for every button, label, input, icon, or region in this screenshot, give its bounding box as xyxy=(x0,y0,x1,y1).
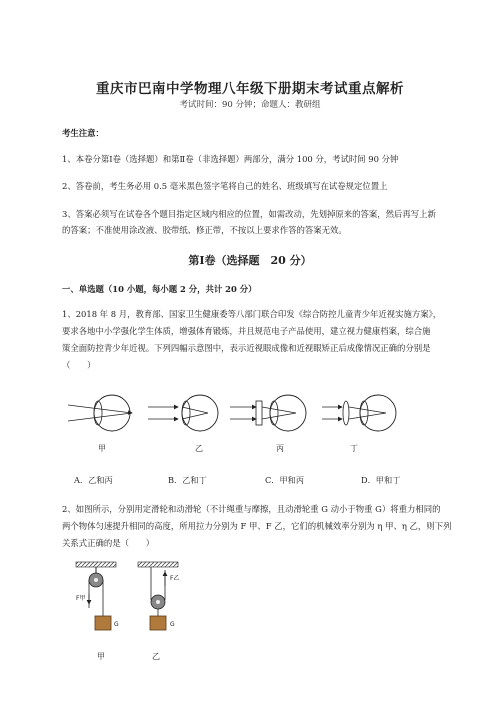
fig-label-ding: 丁 xyxy=(350,444,358,453)
q2-line-2: 两个物体匀速提升相同的高度，所用拉力分别为 F 甲、F 乙，它们的机械效率分别为 η 甲、η 乙，则下列 xyxy=(62,521,452,531)
q1-line-2: 要求各地中小学强化学生体质，增强体育锻炼，并且规范电子产品使用，建立视力健康档案，综合施 xyxy=(62,326,431,336)
pulley-label-yi: 乙 xyxy=(152,652,160,661)
notice-heading: 考生注意： xyxy=(62,128,104,138)
weight-block-yi xyxy=(150,616,166,630)
eye-diagram-bing xyxy=(230,395,306,431)
q1-line-4: （ ） xyxy=(62,360,96,370)
part-heading: 一、单选题（10 小题，每小题 2 分，共计 20 分） xyxy=(62,284,257,294)
weight-block-jia xyxy=(95,616,111,630)
force-label-yi: F乙 xyxy=(170,575,180,582)
fig-label-jia: 甲 xyxy=(98,444,106,453)
q1-option-b: B．乙和丁 xyxy=(168,475,207,485)
notice-item-1: 1、本卷分第Ⅰ卷（选择题）和第Ⅱ卷（非选择题）两部分，满分 100 分，考试时间 90 分钟 xyxy=(62,154,399,164)
eye-diagram-yi xyxy=(148,395,218,431)
q1-line-3: 策全面防控青少年近视。下列四幅示意图中，表示近视眼成像和近视眼矫正后成像情况正确的分别是 xyxy=(62,343,431,353)
eye-diagram-jia xyxy=(68,395,132,431)
eye-diagram-ding xyxy=(322,395,396,431)
eye-diagrams xyxy=(60,385,440,455)
notice-item-2: 2、答卷前，考生务必用 0.5 毫米黑色签字笔将自己的姓名、班级填写在试卷规定位置上 xyxy=(62,181,388,191)
pulley-diagrams xyxy=(66,558,196,658)
notice-item-3-cont: 的答案；不准使用涂改液、胶带纸、修正带，不按以上要求作答的答案无效。 xyxy=(62,225,347,235)
q2-line-1: 2、如图所示，分别用定滑轮和动滑轮（不计绳重与摩擦，且动滑轮重 G 动小于物重 G）将重力相同的 xyxy=(62,504,441,514)
notice-item-3: 3、答案必须写在试卷各个题目指定区域内相应的位置，如需改动，先划掉原来的答案，然后再写上新 xyxy=(62,209,436,219)
q1-option-d: D．甲和丁 xyxy=(361,475,401,485)
q1-line-1: 1、2018 年 8 月，教育部、国家卫生健康委等八部门联合印发《综合防控儿童青少年近视实施方案》， xyxy=(62,309,442,319)
q2-line-3: 关系式正确的是（ ） xyxy=(62,538,155,548)
q1-option-a: A．乙和丙 xyxy=(74,475,113,485)
fig-label-yi: 乙 xyxy=(195,444,203,453)
exam-info: 考试时间：90 分钟；命题人：教研组 xyxy=(179,100,321,110)
q1-option-c: C．甲和丙 xyxy=(265,475,305,485)
fig-label-bing: 丙 xyxy=(276,444,284,453)
movable-pulley-figure xyxy=(138,562,179,630)
page-title: 重庆市巴南中学物理八年级下册期末考试重点解析 xyxy=(96,81,404,97)
weight-label-jia: G xyxy=(114,621,119,628)
pulley-label-jia: 甲 xyxy=(97,652,105,661)
section-title: 第Ⅰ卷（选择题 20 分） xyxy=(188,254,312,267)
force-label-jia: F甲 xyxy=(76,595,86,602)
weight-label-yi: G xyxy=(170,621,175,628)
fixed-pulley-figure xyxy=(76,562,119,630)
